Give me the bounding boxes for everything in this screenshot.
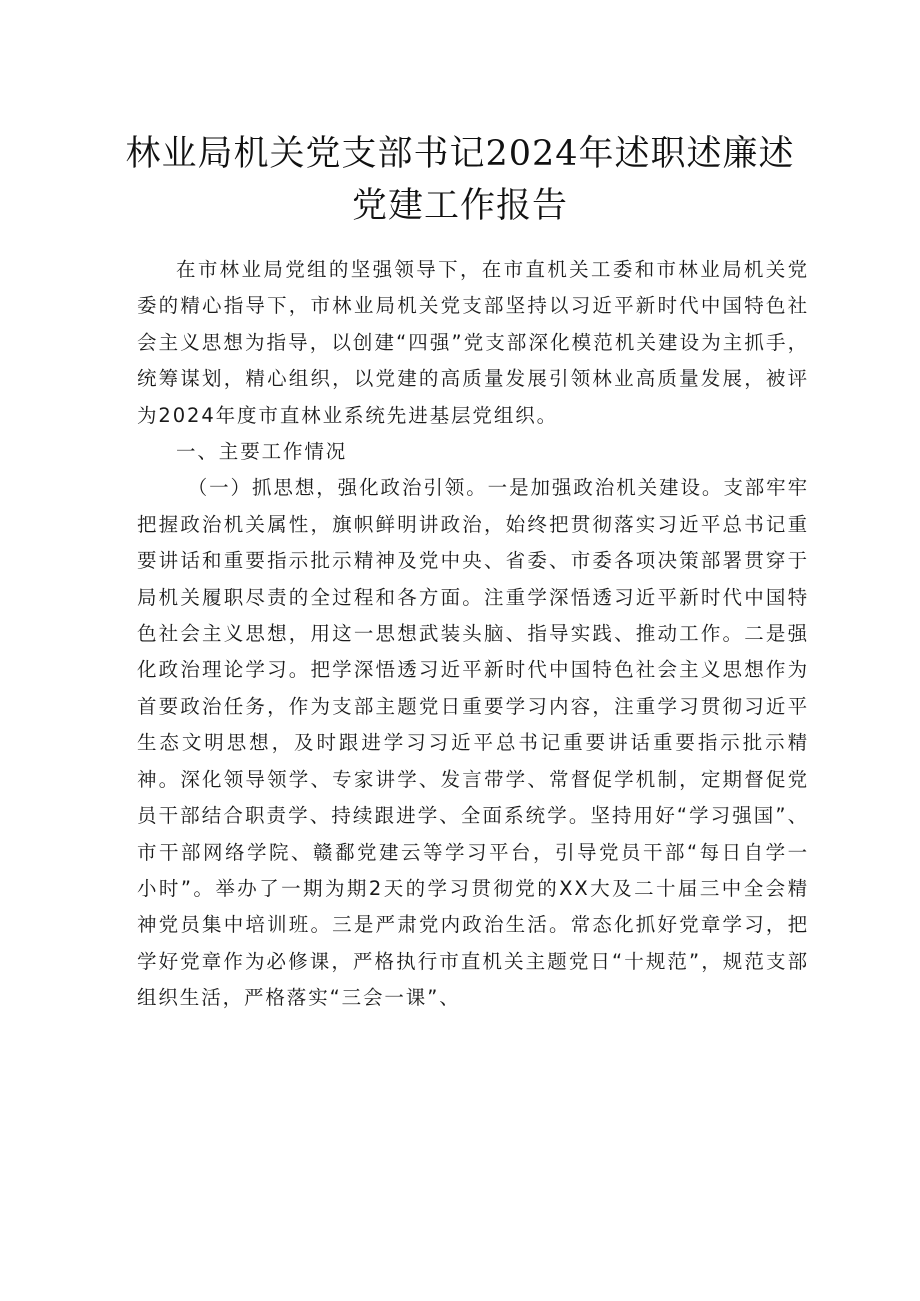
- document-body: [137, 252, 809, 1017]
- section-heading: 一、主要工作情况: [176, 440, 348, 464]
- document-title: [100, 128, 820, 232]
- title-line-1: 林业局机关党支部书记2024年述职述廉述: [125, 134, 795, 174]
- intro-paragraph: 在市林业局党组的坚强领导下，在市直机关工委和市林业局机关党委的精心指导下，市林业局机关党支部坚持以习近平新时代中国特色社会主义思想为指导，以创建“四强”党支部深化模范机关建设为主抓手，统筹谋划，精心组织，以党建的高质量发展引领林业高质量发展，被评为2024年度市直林业系统先进基层党组织。: [137, 258, 809, 427]
- section-paragraph: （一）抓思想，强化政治引领。一是加强政治机关建设。支部牢牢把握政治机关属性，旗帜鲜明讲政治，始终把贯彻落实习近平总书记重要讲话和重要指示批示精神及党中央、省委、市委各项决策部署贯穿于局机关履职尽责的全过程和各方面。注重学深悟透习近平新时代中国特色社会主义思想，用这一思想武装头脑、指导实践、推动工作。二是强化政治理论学习。把学深悟透习近平新时代中国特色社会主义思想作为首要政治任务，作为支部主题党日重要学习内容，注重学习贯彻习近平生态文明思想，及时跟进学习习近平总书记重要讲话重要指示批示精神。深化领导领学、专家讲学、发言带学、常督促学机制，定期督促党员干部结合职责学、持续跟进学、全面系统学。坚持用好“学习强国”、市干部网络学院、赣鄱党建云等学习平台，引导党员干部“每日自学一小时”。举办了一期为期2天的学习贯彻党的XX大及二十届三中全会精神党员集中培训班。三是严肃党内政治生活。常态化抓好党章学习，把学好党章作为必修课，严格执行市直机关主题党日“十规范”，规范支部组织生活，严格落实“三会一课”、: [137, 476, 809, 1010]
- title-line-2: 党建工作报告: [351, 186, 568, 226]
